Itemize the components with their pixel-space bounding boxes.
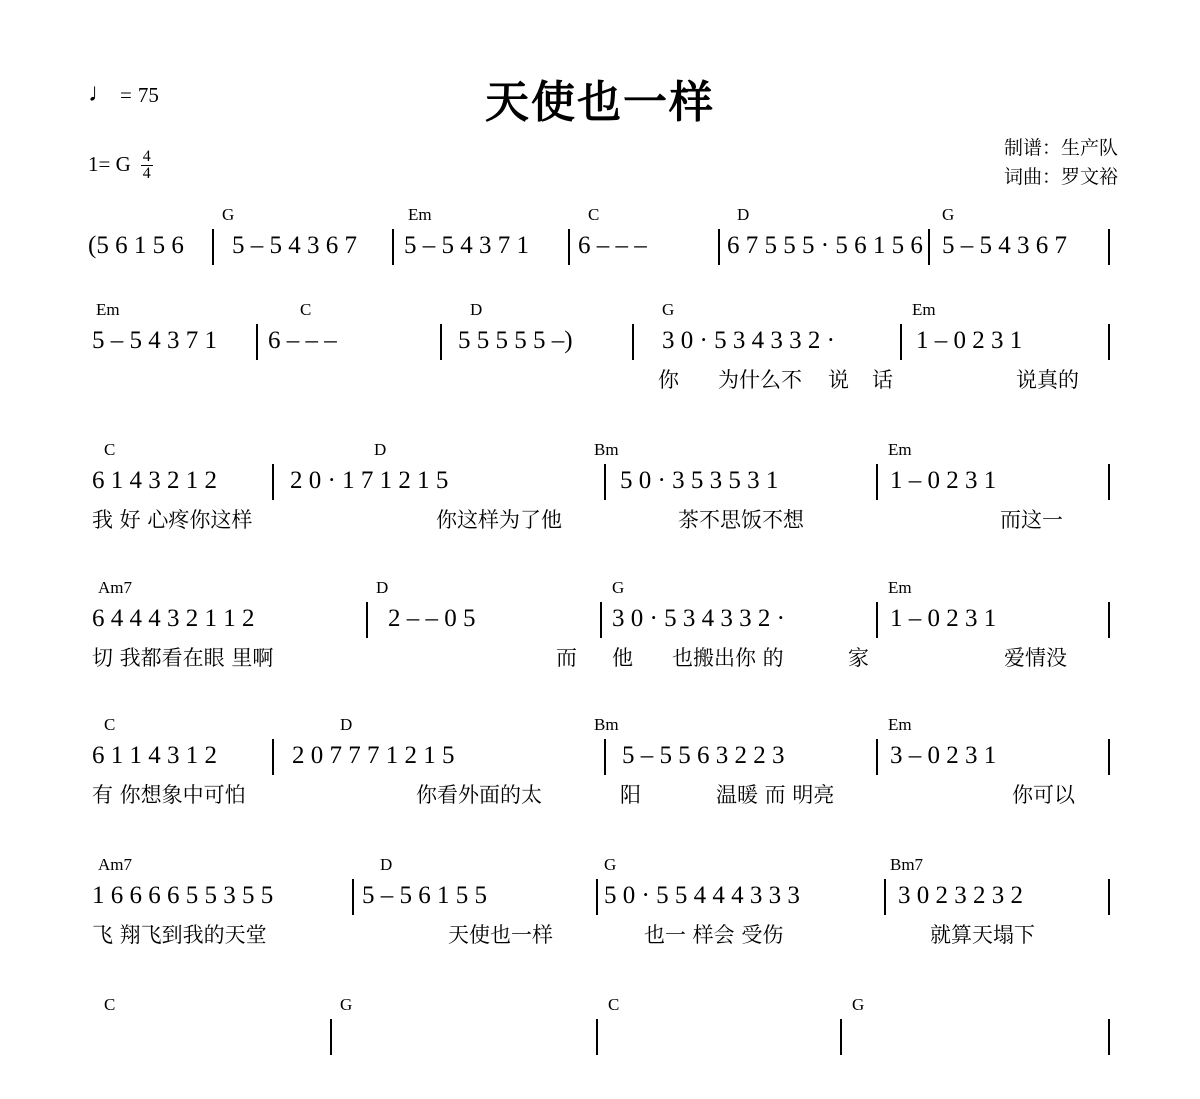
note-group: 5 5 5 5 5 –) — [458, 327, 573, 354]
music-system — [0, 855, 1200, 959]
chord-symbol: D — [376, 578, 389, 597]
music-system — [0, 715, 1200, 819]
chord-symbol: C — [104, 995, 116, 1014]
key-time-signature — [88, 148, 153, 181]
barline — [352, 879, 354, 915]
lyrics-row — [0, 648, 1200, 682]
chord-symbol: C — [104, 715, 116, 734]
chord-symbol: D — [374, 440, 387, 459]
tempo-equals: = — [120, 82, 132, 107]
barline — [272, 739, 274, 775]
chord-symbol: G — [340, 995, 353, 1014]
note-group: 5 0 · 3 5 3 5 3 1 — [620, 467, 779, 494]
lyric-text: 有 你想象中可怕 — [92, 783, 246, 807]
notation-row — [0, 227, 1200, 275]
lyric-text: 说真的 — [1016, 368, 1079, 392]
barline — [568, 229, 570, 265]
lyric-text: 你可以 — [1012, 783, 1075, 807]
note-group: 6 1 1 4 3 1 2 — [92, 742, 217, 769]
chord-symbol: D — [470, 300, 483, 319]
barline — [840, 1019, 842, 1055]
music-system — [0, 300, 1200, 404]
note-group: 5 – 5 4 3 7 1 — [92, 327, 217, 354]
note-group: 1 – 0 2 3 1 — [890, 467, 997, 494]
note-group: 1 – 0 2 3 1 — [916, 327, 1023, 354]
barline — [632, 324, 634, 360]
barline — [876, 464, 878, 500]
note-group: 5 – 5 4 3 7 1 — [404, 232, 529, 259]
notation-row — [0, 1017, 1200, 1065]
music-system — [0, 995, 1200, 1099]
note-group: 3 0 2 3 2 3 2 — [898, 882, 1023, 909]
barline — [604, 739, 606, 775]
chord-row — [0, 205, 1200, 227]
chord-symbol: Em — [912, 300, 936, 319]
lyric-text: 阳 — [620, 783, 641, 807]
barline — [1108, 324, 1110, 360]
notation-row — [0, 322, 1200, 370]
lyric-text: 爱情没 — [1004, 646, 1067, 670]
chord-symbol: Em — [888, 440, 912, 459]
barline — [596, 1019, 598, 1055]
lyric-text: 说 — [828, 368, 849, 392]
chord-symbol: D — [737, 205, 750, 224]
notation-row — [0, 600, 1200, 648]
chord-symbol: Am7 — [98, 855, 132, 874]
lyric-text: 也搬出你 的 — [672, 646, 784, 670]
credit-arranger: 制谱：生产队 — [1003, 137, 1118, 159]
chord-symbol: Em — [888, 578, 912, 597]
chord-row — [0, 300, 1200, 322]
music-system — [0, 205, 1200, 309]
lyrics-row — [0, 1065, 1200, 1099]
note-group: 5 – 5 4 3 6 7 — [942, 232, 1067, 259]
chord-symbol: C — [104, 440, 116, 459]
barline — [212, 229, 214, 265]
time-signature-denominator: 4 — [142, 165, 151, 182]
chord-symbol: Em — [888, 715, 912, 734]
chord-symbol: D — [380, 855, 393, 874]
barline — [884, 879, 886, 915]
barline — [900, 324, 902, 360]
lyric-text: 家 — [848, 646, 869, 670]
note-group: 3 0 · 5 3 4 3 3 2 · — [612, 605, 785, 632]
barline — [1108, 739, 1110, 775]
page-title: 天使也一样 — [485, 77, 715, 128]
note-group: 6 – – – — [268, 327, 337, 354]
chord-symbol: G — [604, 855, 617, 874]
notation-row — [0, 737, 1200, 785]
chord-symbol: Em — [96, 300, 120, 319]
note-group: 5 0 · 5 5 4 4 4 3 3 3 — [604, 882, 800, 909]
chord-symbol: Am7 — [98, 578, 132, 597]
note-group: 2 – – 0 5 — [388, 605, 476, 632]
key-signature: 1= G — [88, 152, 131, 176]
music-system — [0, 578, 1200, 682]
barline — [1108, 602, 1110, 638]
notation-row — [0, 462, 1200, 510]
credit-composer: 词曲：罗文裕 — [1003, 166, 1118, 189]
barline — [1108, 229, 1110, 265]
barline — [1108, 879, 1110, 915]
lyrics-row — [0, 370, 1200, 404]
lyric-text: 温暖 而 明亮 — [716, 783, 835, 807]
barline — [272, 464, 274, 500]
lyric-text: 我 好 心疼你这样 — [92, 508, 253, 532]
lyric-text: 你 — [658, 368, 679, 392]
lyrics-row — [0, 925, 1200, 959]
barline — [440, 324, 442, 360]
note-group: 5 – 5 6 1 5 5 — [362, 882, 487, 909]
quarter-note-icon: ♩ — [88, 78, 114, 107]
lyric-text: 话 — [872, 368, 893, 392]
note-group: 5 – 5 5 6 3 2 2 3 — [622, 742, 785, 769]
note-group: (5 6 1 5 6 — [88, 232, 184, 259]
chord-row — [0, 855, 1200, 877]
lyric-text: 也一 样会 受伤 — [644, 923, 784, 947]
lyric-text: 你看外面的太 — [416, 783, 542, 807]
barline — [876, 739, 878, 775]
lyric-text: 飞 翔飞到我的天堂 — [92, 923, 267, 947]
lyrics-row — [0, 785, 1200, 819]
barline — [256, 324, 258, 360]
barline — [876, 602, 878, 638]
chord-row — [0, 578, 1200, 600]
chord-symbol: C — [300, 300, 312, 319]
lyrics-row — [0, 510, 1200, 544]
chord-symbol: Em — [408, 205, 432, 224]
chord-symbol: D — [340, 715, 353, 734]
chord-symbol: G — [612, 578, 625, 597]
note-group: 6 1 4 3 2 1 2 — [92, 467, 217, 494]
lyric-text: 为什么不 — [718, 368, 802, 392]
chord-symbol: Bm7 — [890, 855, 924, 874]
chord-symbol: C — [608, 995, 620, 1014]
tempo-value: 75 — [137, 82, 159, 107]
barline — [928, 229, 930, 265]
credits — [1004, 134, 1118, 193]
lyric-text: 而这一 — [1000, 508, 1063, 532]
note-group: 5 – 5 4 3 6 7 — [232, 232, 357, 259]
chord-symbol: Bm — [594, 715, 619, 734]
barline — [596, 879, 598, 915]
note-group: 2 0 7 7 7 1 2 1 5 — [292, 742, 455, 769]
chord-symbol: C — [588, 205, 600, 224]
chord-symbol: Bm — [594, 440, 619, 459]
barline — [718, 229, 720, 265]
barline — [1108, 464, 1110, 500]
chord-symbol: G — [852, 995, 865, 1014]
music-system — [0, 440, 1200, 544]
barline — [330, 1019, 332, 1055]
chord-row — [0, 440, 1200, 462]
barline — [392, 229, 394, 265]
note-group: 2 0 · 1 7 1 2 1 5 — [290, 467, 449, 494]
chord-row — [0, 715, 1200, 737]
lyric-text: 天使也一样 — [448, 923, 553, 947]
lyric-text: 他 — [612, 646, 633, 670]
lyric-text: 你这样为了他 — [436, 508, 562, 532]
barline — [1108, 1019, 1110, 1055]
lyric-text: 切 我都看在眼 里啊 — [92, 646, 274, 670]
chord-row — [0, 995, 1200, 1017]
notation-row — [0, 877, 1200, 925]
note-group: 6 4 4 4 3 2 1 1 2 — [92, 605, 255, 632]
time-signature — [141, 149, 153, 182]
barline — [366, 602, 368, 638]
chord-symbol: G — [662, 300, 675, 319]
lyric-text: 就算天塌下 — [930, 923, 1035, 947]
barline — [604, 464, 606, 500]
lyric-text: 茶不思饭不想 — [678, 508, 804, 532]
note-group: 6 – – – — [578, 232, 647, 259]
time-signature-numerator: 4 — [142, 148, 151, 165]
note-group: 3 0 · 5 3 4 3 3 2 · — [662, 327, 835, 354]
chord-symbol: G — [222, 205, 235, 224]
note-group: 6 7 5 5 5 · 5 6 1 5 6 — [727, 232, 923, 259]
barline — [600, 602, 602, 638]
chord-symbol: G — [942, 205, 955, 224]
note-group: 1 – 0 2 3 1 — [890, 605, 997, 632]
note-group: 3 – 0 2 3 1 — [890, 742, 997, 769]
note-group: 1 6 6 6 6 5 5 3 5 5 — [92, 882, 274, 909]
lyric-text: 而 — [556, 646, 577, 670]
